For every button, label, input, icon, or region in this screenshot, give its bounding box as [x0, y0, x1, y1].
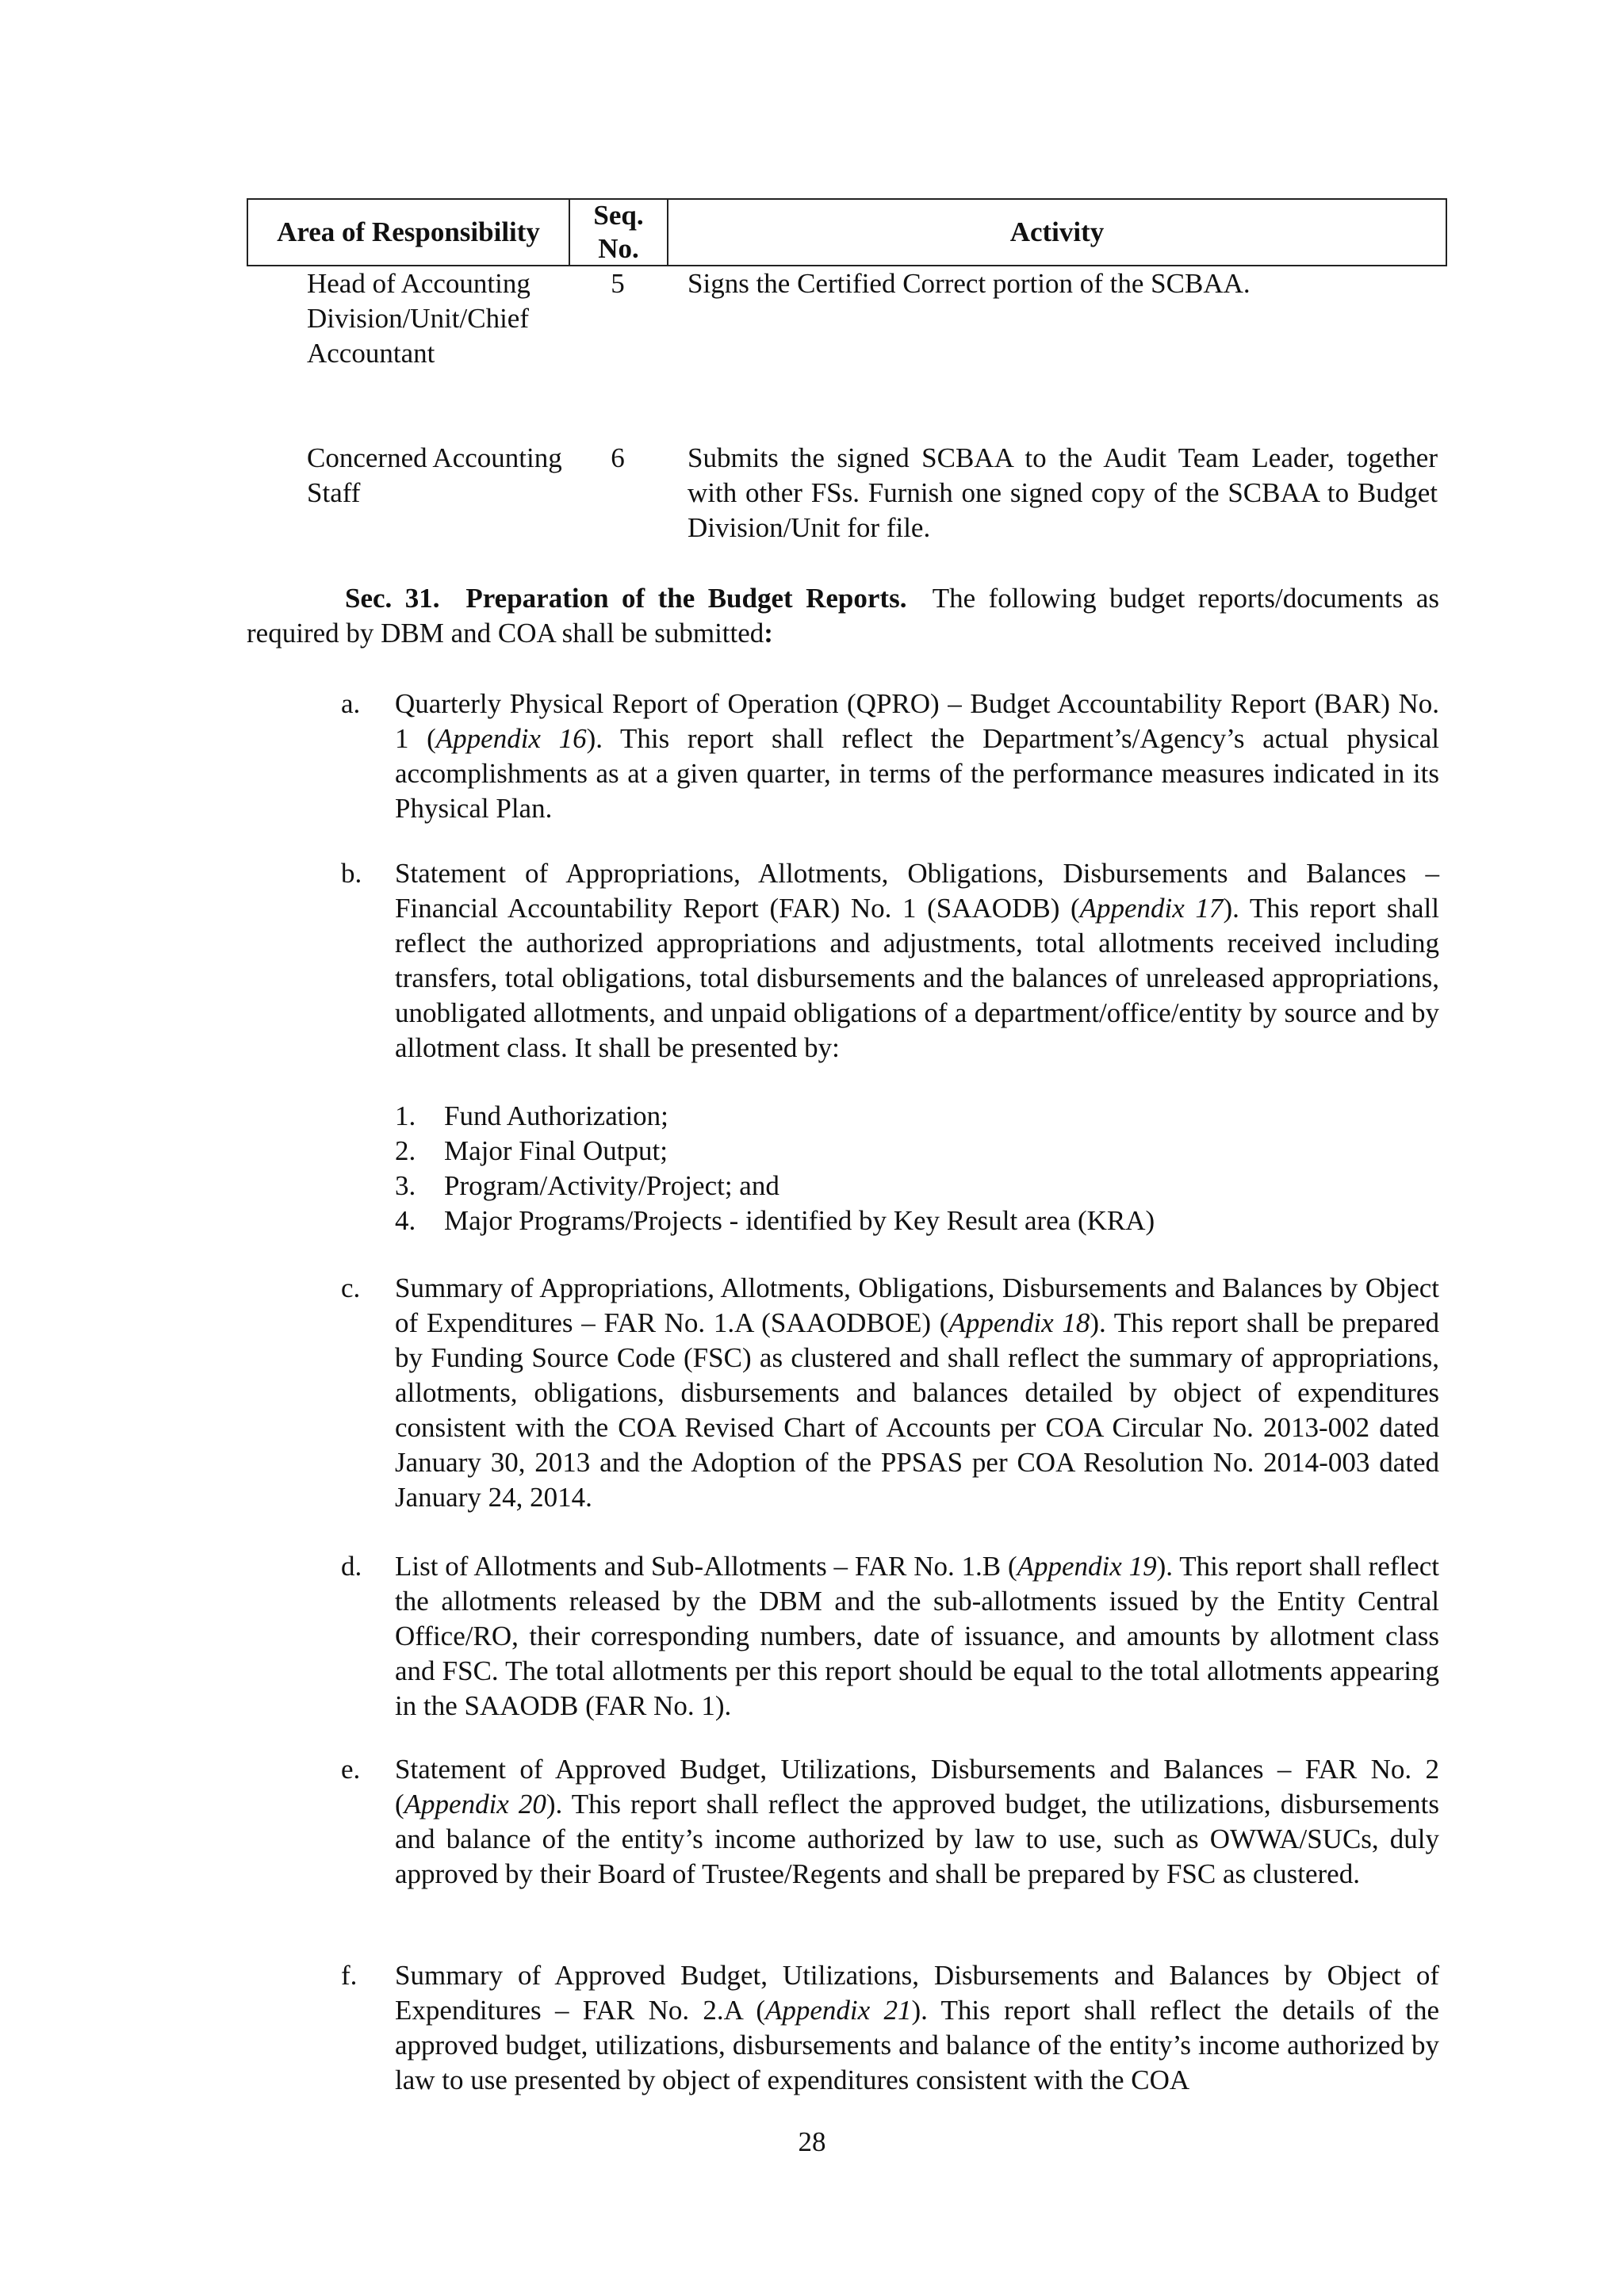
page-number: 28	[798, 2126, 826, 2157]
item-text-pre: Summary of Appropriations, Allotments, Obligations, Disbursements and Balances by Object of Expenditures – FAR No. 1.A (SAAODBOE) (	[395, 1272, 1439, 1338]
sublist-number: 1.	[395, 1100, 416, 1131]
item-text-pre: List of Allotments and Sub-Allotments – FAR No. 1.B (	[395, 1551, 1017, 1582]
sublist-text: Major Programs/Projects - identified by Key Result area (KRA)	[444, 1205, 1155, 1236]
item-text-pre: Statement of Approved Budget, Utilizations, Disbursements and Balances – FAR No. 2 (	[395, 1754, 1439, 1820]
sublist-item	[395, 1099, 1346, 1134]
item-text-post: ). This report shall reflect the Department’s/Agency’s actual physical accomplishments as at a given quarter, in terms of the performance measures indicated in its Physical Plan.	[395, 723, 1439, 824]
appendix-reference: Appendix 21	[764, 1995, 912, 2026]
item-text-post: ). This report shall reflect the details of the approved budget, utilizations, disbursements and balance of the entity’s income authorized by law to use presented by object of expenditures consistent with the COA	[395, 1995, 1439, 2095]
cell-activity: Signs the Certified Correct portion of the SCBAA.	[688, 268, 1251, 299]
sublist-number: 4.	[395, 1205, 416, 1236]
appendix-reference: Appendix 19	[1017, 1551, 1157, 1582]
sublist-number: 3.	[395, 1170, 416, 1201]
item-text	[395, 1271, 1439, 1515]
section-colon: :	[764, 618, 773, 649]
item-text	[395, 1752, 1439, 1892]
appendix-reference: Appendix 18	[948, 1307, 1090, 1338]
cell-area: Head of Accounting Division/Unit/Chief Accountant	[307, 268, 530, 369]
cell-activity: Submits the signed SCBAA to the Audit Team Leader, together with other FSs. Furnish one signed copy of the SCBAA to Budget Division/Unit for file.	[688, 442, 1438, 543]
item-text-post: ). This report shall reflect the approved budget, the utilizations, disbursements and balance of the entity’s income authorized by law to use, such as OWWA/SUCs, duly approved by their Board of Trustee/Regents and shall be prepared by FSC as clustered.	[395, 1789, 1439, 1889]
item-text-post: ). This report shall be prepared by Funding Source Code (FSC) as clustered and shall reflect the summary of appropriations, allotments, obligations, disbursements and balances detailed by object of expenditures consistent with the COA Revised Chart of Accounts per COA Circular No. 2013-002 dated January 30, 2013 and the Adoption of the PPSAS per COA Resolution No. 2014-003 dated January 24, 2014.	[395, 1307, 1439, 1513]
item-marker: e.	[341, 1754, 361, 1785]
cell-seq: 6	[611, 442, 625, 473]
header-seq-no: Seq. No.	[570, 200, 668, 265]
item-marker: c.	[341, 1272, 361, 1303]
item-text-pre: Quarterly Physical Report of Operation (QPRO) – Budget Accountability Report (BAR) No. 1 (	[395, 688, 1439, 754]
table-header	[247, 198, 1447, 266]
item-text-post: ). This report shall reflect the allotments released by the DBM and the sub-allotments issued by the Entity Central Office/RO, their corresponding numbers, date of issuance, and amounts by allotment class and FSC. The total allotments per this report should be equal to the total allotments appearing in the SAAODB (FAR No. 1).	[395, 1551, 1439, 1721]
appendix-reference: Appendix 17	[1079, 893, 1224, 924]
appendix-reference: Appendix 16	[435, 723, 587, 754]
table-row	[247, 266, 1447, 371]
item-text-post: ). This report shall reflect the authorized appropriations and adjustments, total allotments received including transfers, total obligations, total disbursements and the balances of unreleased appropriations, unobligated allotments, and unpaid obligations of a department/office/entity by source and by allotment class. It shall be presented by:	[395, 893, 1439, 1063]
presentation-sublist	[395, 1099, 1346, 1238]
cell-seq: 5	[611, 268, 625, 299]
header-area-of-responsibility: Area of Responsibility	[248, 200, 570, 265]
list-item	[341, 687, 1439, 826]
section-title: Preparation of the Budget Reports.	[465, 583, 907, 614]
sublist-item	[395, 1169, 1346, 1203]
list-item	[341, 1549, 1439, 1724]
item-text-pre: Statement of Appropriations, Allotments, Obligations, Disbursements and Balances – Financial Accountability Report (FAR) No. 1 (SAAODB) (	[395, 858, 1439, 924]
item-marker: b.	[341, 858, 362, 889]
sublist-text: Major Final Output;	[444, 1135, 668, 1166]
header-activity: Activity	[1009, 216, 1105, 247]
item-text	[395, 856, 1439, 1066]
item-text-pre: Summary of Approved Budget, Utilizations, Disbursements and Balances by Object of Expenditures – FAR No. 2.A (	[395, 1960, 1439, 2026]
list-item	[341, 1752, 1439, 1892]
item-marker: a.	[341, 688, 361, 719]
sublist-text: Fund Authorization;	[444, 1100, 668, 1131]
table-row	[247, 441, 1447, 545]
item-text	[395, 1549, 1439, 1724]
item-marker: d.	[341, 1551, 362, 1582]
section-number: Sec. 31.	[345, 583, 440, 614]
section-intro: The following budget reports/documents as required by DBM and COA shall be submitted	[247, 583, 1439, 649]
sublist-number: 2.	[395, 1135, 416, 1166]
cell-area: Concerned Accounting Staff	[307, 442, 562, 508]
section-heading	[247, 581, 1439, 651]
sublist-item	[395, 1134, 1346, 1169]
list-item	[341, 856, 1439, 1066]
item-text	[395, 687, 1439, 826]
appendix-reference: Appendix 20	[404, 1789, 546, 1820]
sublist-item	[395, 1203, 1346, 1238]
sublist-text: Program/Activity/Project; and	[444, 1170, 779, 1201]
list-item	[341, 1958, 1439, 2098]
list-item	[341, 1271, 1439, 1515]
item-marker: f.	[341, 1960, 358, 1991]
item-text	[395, 1958, 1439, 2098]
